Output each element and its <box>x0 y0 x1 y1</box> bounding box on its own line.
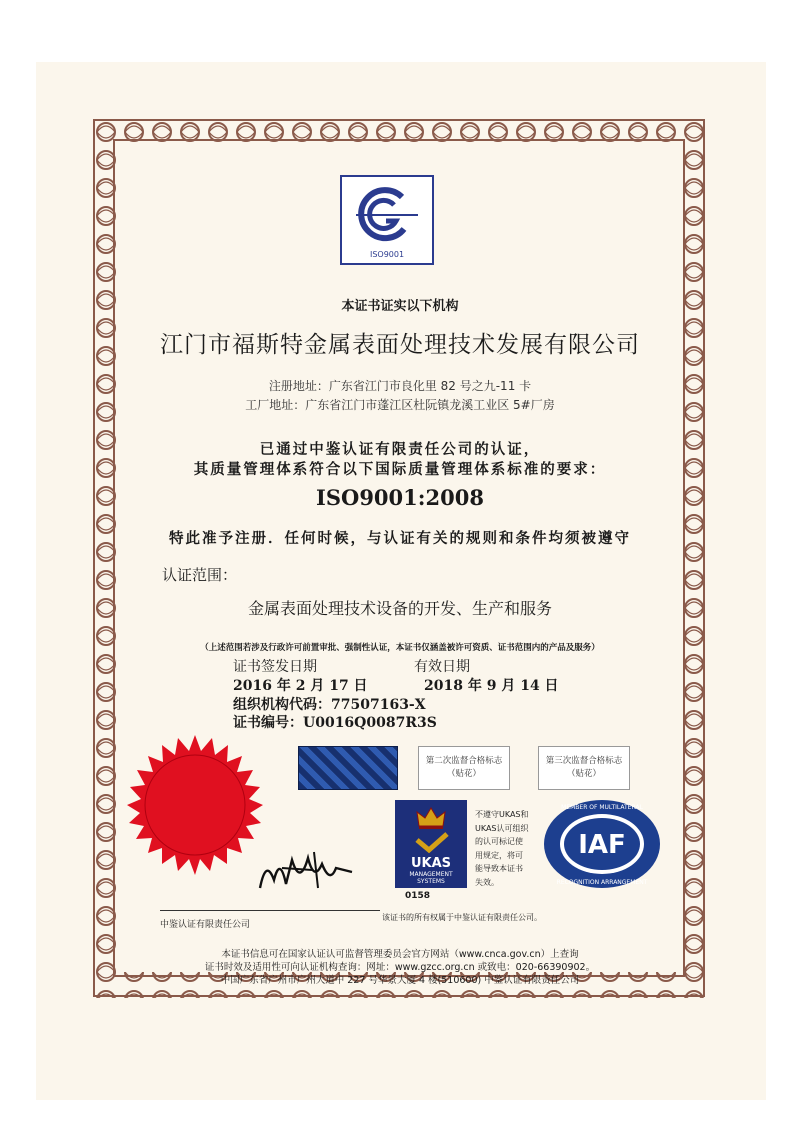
scope-note: （上述范围若涉及行政许可前置审批、强制性认证，本证书仅涵盖被许可资质、证书范围内的产品及服务） <box>200 643 600 653</box>
statement-line-3: 特此准予注册．任何时候，与认证有关的规则和条件均须被遵守 <box>169 531 631 547</box>
lead-text: 本证书证实以下机构 <box>341 299 459 314</box>
valid-date-label: 有效日期 <box>414 659 470 675</box>
sticker-2-line-1: 第二次监督合格标志 <box>425 756 503 766</box>
logo-caption: ISO9001 <box>369 250 405 259</box>
ownership-text: 该证书的所有权属于中鉴认证有限责任公司。 <box>382 913 542 922</box>
ukas-note-2: UKAS认可组织 <box>475 823 529 833</box>
iaf-logo <box>540 796 664 892</box>
footer-line-2: 证书时效及适用性可向认证机构查询：网址：www.gzcc.org.cn 或致电：020-66390902。 <box>204 962 596 973</box>
ukas-note-6: 失效。 <box>475 877 499 887</box>
ukas-note-3: 的认可标记使 <box>475 837 523 846</box>
company-name: 江门市福斯特金属表面处理技术发展有限公司 <box>160 332 640 358</box>
issue-date-label: 证书签发日期 <box>233 659 317 675</box>
ukas-note-4: 用规定，将可 <box>475 850 523 860</box>
iaf-ring-top: MEMBER OF MULTILATERAL <box>561 804 643 811</box>
issuer-name: 中鉴认证有限责任公司 <box>160 920 251 930</box>
org-code: 组织机构代码：77507163-X <box>233 697 426 713</box>
valid-date-value: 2018 年 9 月 14 日 <box>424 678 559 694</box>
issue-date-value: 2016 年 2 月 17 日 <box>233 678 368 694</box>
footer-line-1: 本证书信息可在国家认证认可监督管理委员会官方网站（www.cnca.gov.cn）上查询 <box>221 949 579 960</box>
cert-number: 证书编号：U0016Q0087R3S <box>233 715 437 731</box>
certification-logo <box>340 175 434 265</box>
sticker-3-line-2: （贴花） <box>566 769 601 779</box>
statement-line-1: 已通过中鉴认证有限责任公司的认证， <box>259 442 541 458</box>
iaf-ring-bottom: RECOGNITION ARRANGEMENT <box>556 879 648 886</box>
ukas-number: 0158 <box>405 891 431 901</box>
third-supervision-sticker <box>538 746 630 790</box>
ukas-line-2: SYSTEMS <box>417 878 445 885</box>
ukas-note-1: 不遵守UKAS和 <box>475 810 529 819</box>
ukas-logo <box>395 800 467 888</box>
signature-image <box>252 838 362 898</box>
checkmark-icon <box>395 832 467 854</box>
standard-code: ISO9001:2008 <box>316 485 484 510</box>
scope-text: 金属表面处理技术设备的开发、生产和服务 <box>247 599 552 618</box>
scope-label: 认证范围： <box>162 566 238 584</box>
footer-line-3: 中国广东省广州市广州大道中 227 号华景大厦 4 楼(510600) 中鉴认证有限责任公司 <box>220 975 580 986</box>
ukas-note-5: 能导致本证书 <box>475 864 523 873</box>
cqc-emblem-icon <box>342 179 432 249</box>
crown-icon <box>395 802 467 832</box>
iaf-text: IAF <box>578 830 626 860</box>
ukas-line-1: MANAGEMENT <box>409 871 453 878</box>
ukas-name: UKAS <box>410 856 452 871</box>
second-supervision-sticker <box>418 746 510 790</box>
ukas-note <box>475 808 535 889</box>
sticker-3-line-1: 第三次监督合格标志 <box>545 756 623 766</box>
red-seal-icon <box>120 733 270 883</box>
statement-line-2: 其质量管理体系符合以下国际质量管理体系标准的要求： <box>193 462 607 478</box>
registered-address: 注册地址：广东省江门市良化里 82 号之九-11 卡 <box>268 379 532 393</box>
sticker-2-line-2: （贴花） <box>446 769 481 779</box>
factory-address: 工厂地址：广东省江门市蓬江区杜阮镇龙溪工业区 5#厂房 <box>245 398 555 412</box>
signature-line <box>160 910 380 911</box>
hologram-label <box>298 746 398 790</box>
